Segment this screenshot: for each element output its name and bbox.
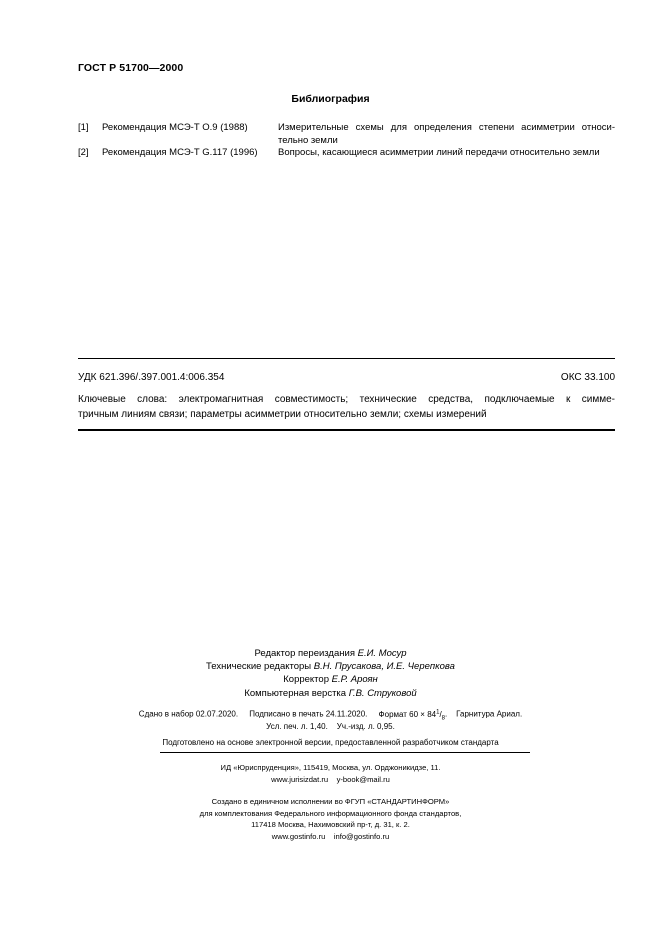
publisher-block (0, 762, 661, 785)
imprint-format-denominator: 8 (441, 715, 446, 722)
credit-editor (0, 647, 661, 660)
credit-tech-editors (0, 660, 661, 673)
bib-item-2-reference: Рекомендация МСЭ-Т G.117 (1996) (102, 147, 258, 158)
imprint-line1: Сдано в набор 02.07.2020. Подписано в печать 24.11.2020. Формат $60 \times 84^1/_8$. Гарнитура Ариал. (138, 709, 523, 722)
imprint-usl: Усл. печ. л. 1,40. (266, 722, 328, 731)
keywords (78, 392, 615, 422)
imprint-line2 (0, 722, 661, 731)
bib-item-1-description-line1: Измерительные схемы для определения степени асимметрии относи- (278, 122, 615, 133)
printer-line1: Создано в единичном исполнении во ФГУП «СТАНДАРТИНФОРМ» (211, 797, 450, 806)
imprint-prepared: Подготовлено на основе электронной версии, предоставленной разработчиком стандарта (162, 738, 499, 747)
imprint-format-numerator: 1 (436, 709, 440, 715)
printer-email[interactable]: info@gostinfo.ru (333, 831, 390, 841)
credits-block (0, 647, 661, 700)
imprint-divider (160, 752, 530, 753)
keywords-line2: тричным линиям связи; параметры асимметрии относительно земли; схемы измерений (78, 409, 487, 420)
bibliography-title: Библиография (291, 93, 370, 105)
bib-item-2-description-line1: Вопросы, касающиеся асимметрии линий передачи относительно земли (278, 147, 600, 158)
imprint-sent: Сдано в набор 02.07.2020. (138, 709, 239, 719)
credit-layout-label: Компьютерная верстка (244, 687, 347, 699)
printer-address: 117418 Москва, Нахимовский пр-т, д. 31, к. 2. (251, 820, 410, 830)
publisher-site[interactable]: www.jurisizdat.ru (271, 774, 329, 784)
bib-item-1-description-line2: тельно земли (278, 134, 338, 146)
printer-contacts (0, 831, 661, 843)
bib-item-1-number: [1] (78, 122, 89, 133)
publisher-address: ИД «Юриспруденция», 115419, Москва, ул. Орджоникидзе, 11. (220, 763, 441, 772)
printer-line2: для комплектования Федерального информационного фонда стандартов, (199, 808, 462, 818)
imprint-format-prefix: Формат 60 × 84 (378, 709, 437, 719)
credit-tech-label: Технические редакторы (206, 661, 312, 673)
printer-site[interactable]: www.gostinfo.ru (271, 831, 326, 841)
oks-code: ОКС 33.100 (560, 372, 615, 383)
bib-item-2-number: [2] (78, 147, 89, 158)
credit-editor-label: Редактор переиздания (254, 648, 355, 659)
bib-item-1-reference: Рекомендация МСЭ-Т О.9 (1988) (102, 122, 248, 133)
credit-layout (0, 687, 661, 700)
credit-layout-name: Г.В. Струковой (348, 687, 417, 699)
credit-corrector-label: Корректор (283, 674, 329, 686)
imprint-font: Гарнитура Ариал. (456, 709, 523, 719)
publisher-email[interactable]: y-book@mail.ru (336, 774, 390, 784)
divider-top (78, 358, 615, 359)
credit-editor-name: Е.И. Мосур (357, 648, 407, 659)
credit-corrector (0, 673, 661, 686)
credit-corrector-name: Е.Р. Ароян (331, 674, 378, 686)
imprint-uch: Уч.-изд. л. 0,95. (336, 722, 395, 731)
printer-block (0, 796, 661, 842)
publisher-contacts (0, 774, 661, 786)
udk-code: УДК 621.396/.397.001.4:006.354 (78, 372, 225, 383)
imprint-format: Формат $60 \times 84^1/_8$ (378, 709, 446, 722)
imprint-signed: Подписано в печать 24.11.2020. (249, 709, 368, 719)
keywords-line1: Ключевые слова: электромагнитная совместимость; технические средства, подключаемые к симме- (78, 394, 615, 405)
document-id: ГОСТ Р 51700—2000 (78, 62, 184, 74)
credit-tech-names: В.Н. Прусакова, И.Е. Черепкова (313, 661, 455, 673)
divider-bottom (78, 429, 615, 431)
